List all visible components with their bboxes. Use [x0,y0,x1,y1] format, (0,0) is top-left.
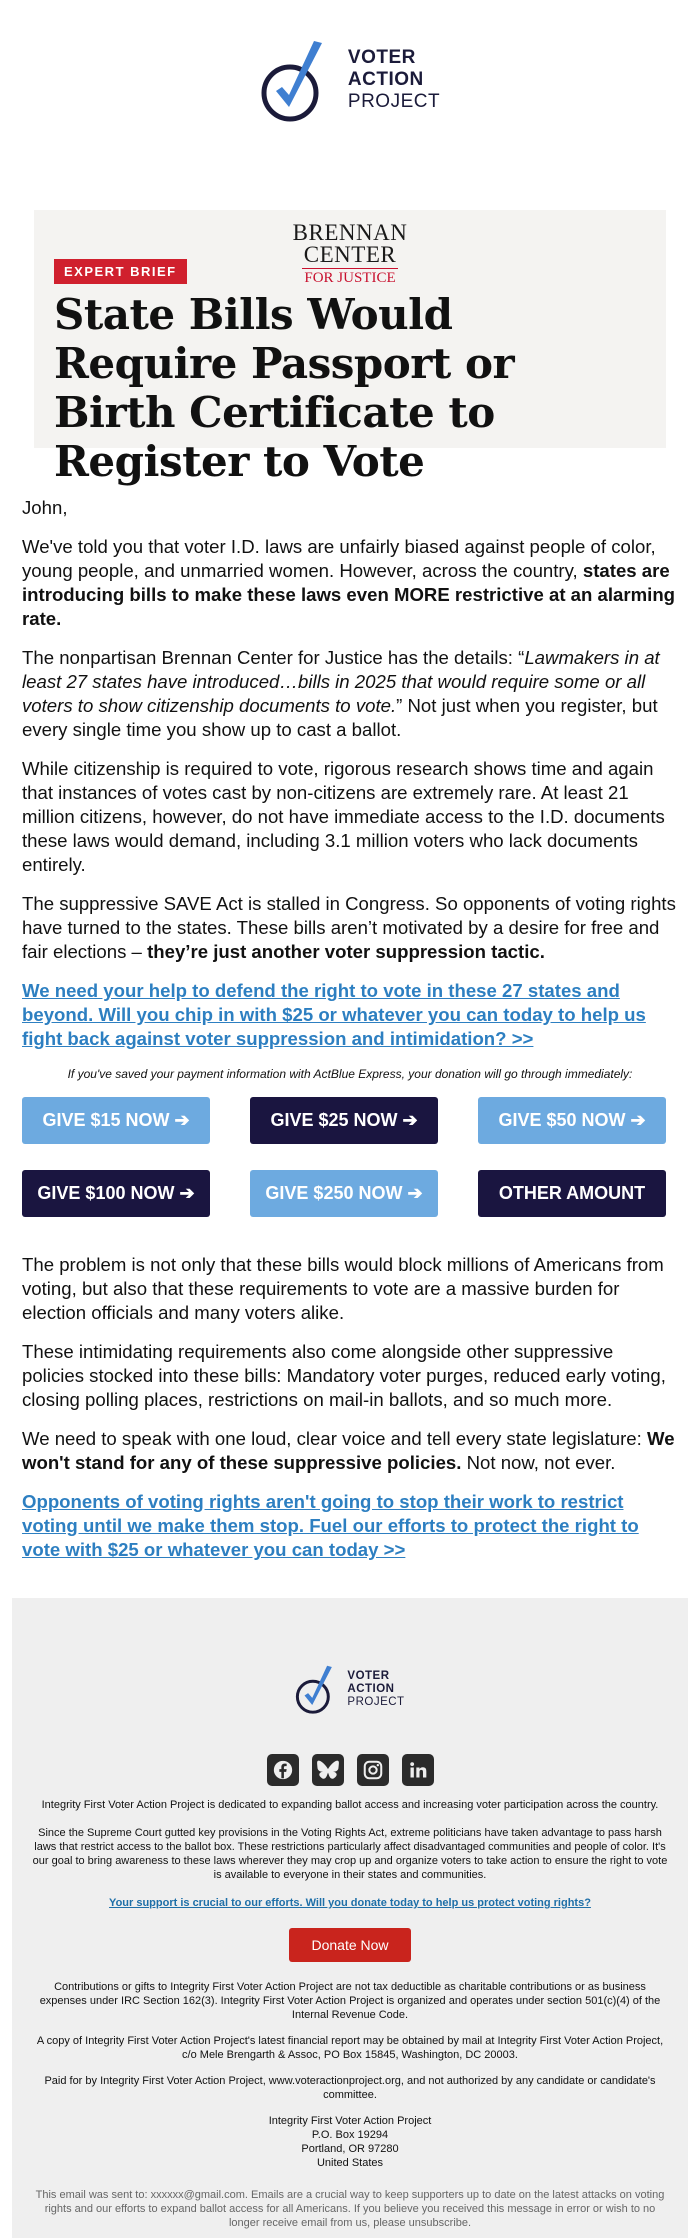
donate-link-paragraph [22,979,678,1051]
give-50-button[interactable]: GIVE $50 NOW ➔ [478,1097,666,1144]
hero-banner[interactable] [34,210,666,486]
footer-address: Integrity First Voter Action Project P.O. Box 19294 Portland, OR 97280 United States [268,2115,432,2169]
brennan-center-logo: BRENNAN CENTER FOR JUSTICE [292,220,408,286]
paragraph-4: The suppressive SAVE Act is stalled in Congress. So opponents of voting rights have turned to the states. These bills aren’t motivated by a desire for free and fair elections – they’re just another voter suppression tactic. [22,893,676,962]
paragraph-2: The nonpartisan Brennan Center for Justice has the details: “Lawmakers in at least 27 states have introduced…bills in 2025 that would require some or all voters to show citizenship documents to vote.” Not just when you register, but every single time you show up to cast a ballot. [22,647,660,740]
checkmark-logo-icon [295,1662,339,1716]
linkedin-icon[interactable] [402,1754,434,1786]
footer-paid-for: Paid for by Integrity First Voter Action Project, www.voteractionproject.org, and not authorized by any candidate or candidate's committee. [44,2075,656,2101]
email-body-continued [0,1253,700,1562]
expert-brief-badge: EXPERT BRIEF [54,259,187,284]
give-25-button[interactable]: GIVE $25 NOW ➔ [250,1097,438,1144]
footer [12,1598,688,2238]
paragraph-3: While citizenship is required to vote, rigorous research shows time and again that instances of votes cast by non-citizens are extremely rare. At least 21 million citizens, however, do not have immediate access to the I.D. documents these laws would demand, including 3.1 million voters who lack documents entirely. [22,758,665,875]
hero-title: State Bills Would Require Passport or Birth Certificate to Register to Vote [54,290,515,486]
social-links [12,1754,688,1786]
footer-unsubscribe-notice: This email was sent to: xxxxxx@gmail.com. Emails are a crucial way to keep supporters up to date on the latest attacks on voting rights and our efforts to expand ballot access for all Americans. If you believe you received this message in error or wish to no longer receive email from us, please unsubscribe. [35,2189,665,2229]
footer-donate-row [12,1922,688,1968]
paragraph-1: We've told you that voter I.D. laws are unfairly biased against people of color, young people, and unmarried women. However, across the country, states are introducing bills to make these laws even MORE restrictive at an alarming rate. [22,536,676,629]
instagram-icon[interactable] [357,1754,389,1786]
give-15-button[interactable]: GIVE $15 NOW ➔ [22,1097,210,1144]
footer-logo[interactable] [12,1598,688,1716]
greeting: John, [22,497,68,518]
footer-report-notice: A copy of Integrity First Voter Action Project's latest financial report may be obtained by mail at Integrity First Voter Action Project, c/o Mele Brengarth & Assoc, PO Box 15845, Washington, DC 20003. [36,2035,664,2061]
checkmark-logo-icon [260,35,334,125]
donation-buttons [0,1097,700,1217]
header-logo[interactable] [0,0,700,150]
footer-support-link[interactable]: Your support is crucial to our efforts. Will you donate today to help us protect voting rights? [109,1897,591,1909]
footer-since: Since the Supreme Court gutted key provisions in the Voting Rights Act, extreme politicians have taken advantage to pass harsh laws that restrict access to the ballot box. These restrictions particularly affect disadvantaged communities and people of color. It's our goal to bring awareness to these laws wherever they may crop up and organize voters to take action to ensure the right to vote is available to everyone in their states and communities. [32,1827,668,1881]
give-250-button[interactable]: GIVE $250 NOW ➔ [250,1170,438,1217]
other-amount-button[interactable]: OTHER AMOUNT [478,1170,666,1217]
donate-link-1[interactable]: We need your help to defend the right to vote in these 27 states and beyond. Will you chip in with $25 or whatever you can today to help us fight back against voter suppression and intimidation? >> [22,980,646,1049]
email-body [0,496,700,1082]
donate-now-button[interactable]: Donate Now [289,1928,410,1962]
paragraph-5: The problem is not only that these bills would block millions of Americans from voting, but also that these requirements to vote are a massive burden for election officials and many voters alike. [22,1254,664,1323]
paragraph-7: We need to speak with one loud, clear voice and tell every state legislature: We won't stand for any of these suppressive policies. Not now, not ever. [22,1428,675,1473]
footer-support-paragraph [12,1896,688,1910]
footer-logo-wordmark: VOTER ACTION PROJECT [347,1669,405,1708]
give-100-button[interactable]: GIVE $100 NOW ➔ [22,1170,210,1217]
facebook-icon[interactable] [267,1754,299,1786]
donate-link-paragraph-2 [22,1490,678,1562]
footer-tax-notice: Contributions or gifts to Integrity First Voter Action Project are not tax deductible as charitable contributions or as business expenses under IRC Section 162(3). Integrity First Voter Action Project is organized and operates under section 501(c)(4) of the Internal Revenue Code. [39,1981,661,2021]
paragraph-6: These intimidating requirements also come alongside other suppressive policies stocked into these bills: Mandatory voter purges, reduced early voting, closing polling places, restrictions on mail-in ballots, and so much more. [22,1341,666,1410]
donate-link-2[interactable]: Opponents of voting rights aren't going to stop their work to restrict voting until we make them stop. Fuel our efforts to protect the right to vote with $25 or whatever you can today >> [22,1491,639,1560]
bluesky-icon[interactable] [312,1754,344,1786]
footer-mission: Integrity First Voter Action Project is dedicated to expanding ballot access and increasing voter participation across the country. [41,1799,659,1811]
logo-wordmark: VOTER ACTION PROJECT [347,47,441,112]
actblue-note: If you've saved your payment information with ActBlue Express, your donation will go through immediately: [67,1067,633,1081]
